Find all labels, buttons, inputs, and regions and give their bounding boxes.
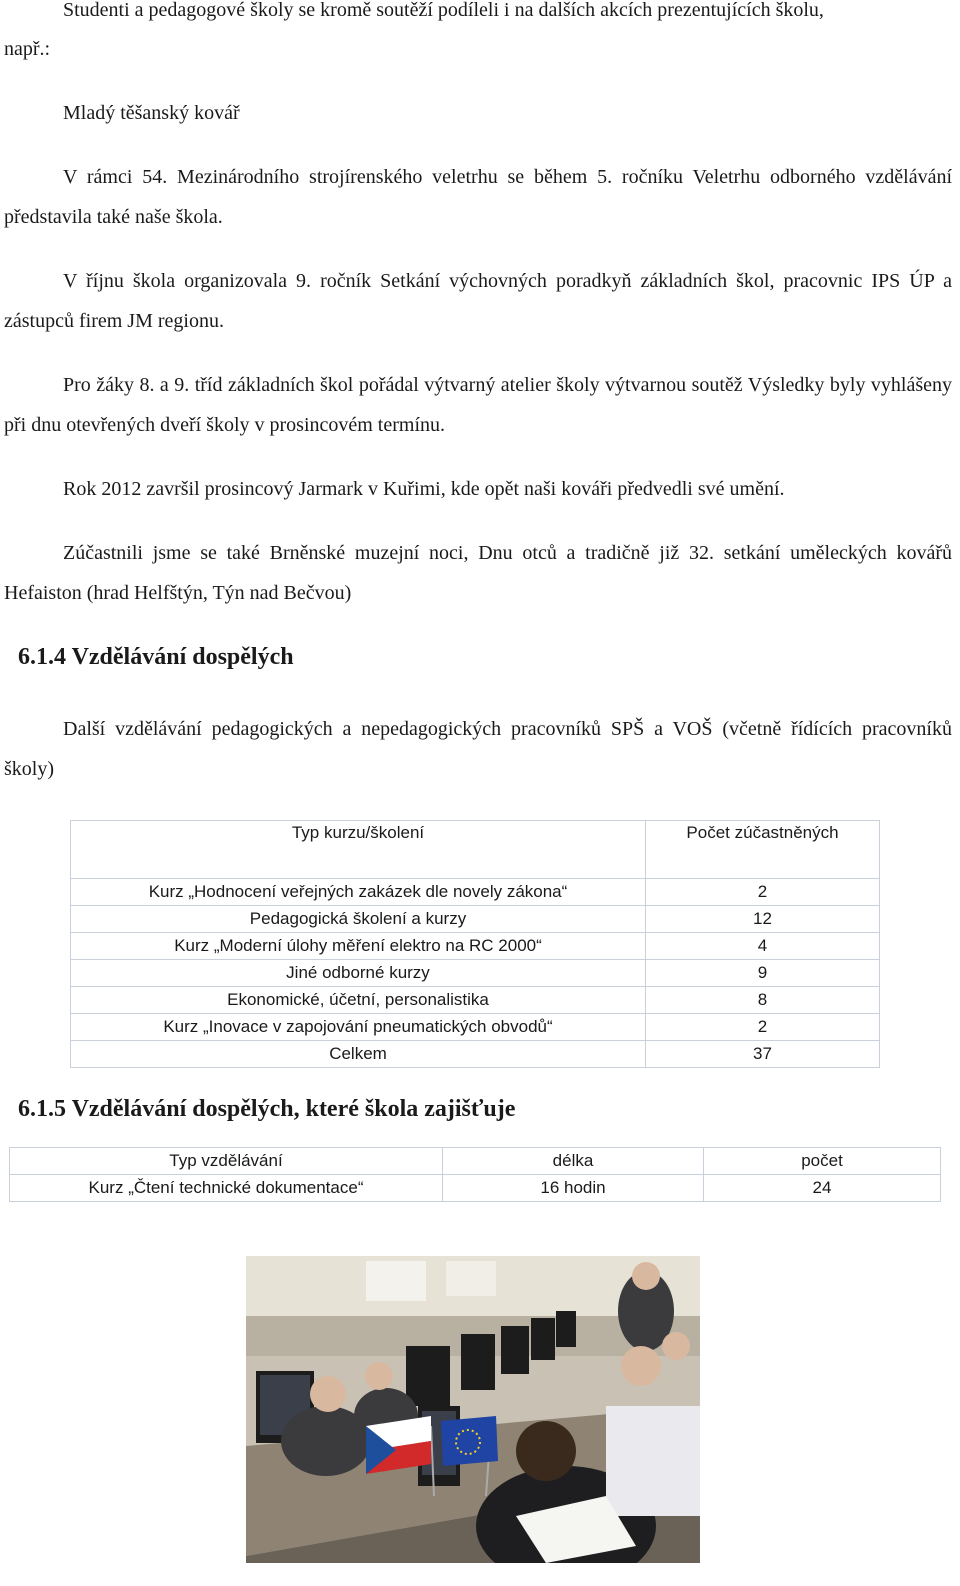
cell-course: Kurz „Hodnocení veřejných zakázek dle novely zákona“: [71, 879, 646, 906]
column-header-count: Počet zúčastněných: [646, 821, 880, 879]
cell-course: Jiné odborné kurzy: [71, 960, 646, 987]
column-header-count: počet: [704, 1148, 941, 1175]
table-row: [71, 933, 880, 960]
column-header-type: Typ kurzu/školení: [71, 821, 646, 879]
cell-course: Kurz „Inovace v zapojování pneumatických obvodů“: [71, 1014, 646, 1041]
cell-course: Ekonomické, účetní, personalistika: [71, 987, 646, 1014]
cell-count: 24: [704, 1175, 941, 1202]
paragraph-dalsi-vzdelavani: Další vzdělávání pedagogických a nepedagogických pracovníků SPŠ a VOŠ (včetně řídících pracovníků školy): [4, 718, 952, 780]
computer-classroom-photo: [246, 1256, 700, 1563]
paragraph-jarmark: Rok 2012 završil prosincový Jarmark v Kuřimi, kde opět naši kováři předvedli své umění.: [63, 478, 785, 500]
cell-length: 16 hodin: [443, 1175, 704, 1202]
cell-count: 2: [646, 879, 880, 906]
column-header-type: Typ vzdělávání: [10, 1148, 443, 1175]
table-row: [71, 879, 880, 906]
heading-6-1-5: 6.1.5 Vzdělávání dospělých, které škola zajišťuje: [18, 1096, 516, 1122]
cell-count: 37: [646, 1041, 880, 1068]
paragraph-atelier: Pro žáky 8. a 9. tříd základních škol pořádal výtvarný atelier školy výtvarnou soutěž Výsledky byly vyhlášeny při dnu otevřených dveří školy v prosincovém termínu.: [4, 374, 952, 436]
cell-count: 9: [646, 960, 880, 987]
adult-education-table: [9, 1147, 941, 1202]
table-row: [71, 987, 880, 1014]
cell-count: 12: [646, 906, 880, 933]
cell-type: Kurz „Čtení technické dokumentace“: [10, 1175, 443, 1202]
cell-course: Kurz „Moderní úlohy měření elektro na RC 2000“: [71, 933, 646, 960]
paragraph-kovar: Mladý těšanský kovář: [63, 102, 240, 124]
table-row: [10, 1175, 941, 1202]
table-header-row: [71, 821, 880, 879]
courses-table: [70, 820, 880, 1068]
paragraph-muzejni: Zúčastnili jsme se také Brněnské muzejní noci, Dnu otců a tradičně již 32. setkání uměleckých kovářů Hefaiston (hrad Helfštýn, Týn nad Bečvou): [4, 542, 952, 604]
paragraph-veletrh: V rámci 54. Mezinárodního strojírenského veletrhu se během 5. ročníku Veletrhu odborného vzdělávání představila také naše škola.: [4, 166, 952, 228]
paragraph-rijen: V říjnu škola organizovala 9. ročník Setkání výchovných poradkyň základních škol, pracovnic IPS ÚP a zástupců firem JM regionu.: [4, 270, 952, 332]
cell-count: 8: [646, 987, 880, 1014]
table-row: [71, 906, 880, 933]
intro-line-1: Studenti a pedagogové školy se kromě soutěží podíleli i na dalších akcích prezentujících školu,: [63, 0, 824, 21]
table-row: [71, 960, 880, 987]
table-header-row: [10, 1148, 941, 1175]
cell-course: Celkem: [71, 1041, 646, 1068]
heading-6-1-4: 6.1.4 Vzdělávání dospělých: [18, 644, 294, 670]
cell-count: 4: [646, 933, 880, 960]
cell-count: 2: [646, 1014, 880, 1041]
intro-line-2: např.:: [4, 38, 51, 60]
cell-course: Pedagogická školení a kurzy: [71, 906, 646, 933]
table-row: [71, 1014, 880, 1041]
column-header-length: délka: [443, 1148, 704, 1175]
table-total-row: [71, 1041, 880, 1068]
